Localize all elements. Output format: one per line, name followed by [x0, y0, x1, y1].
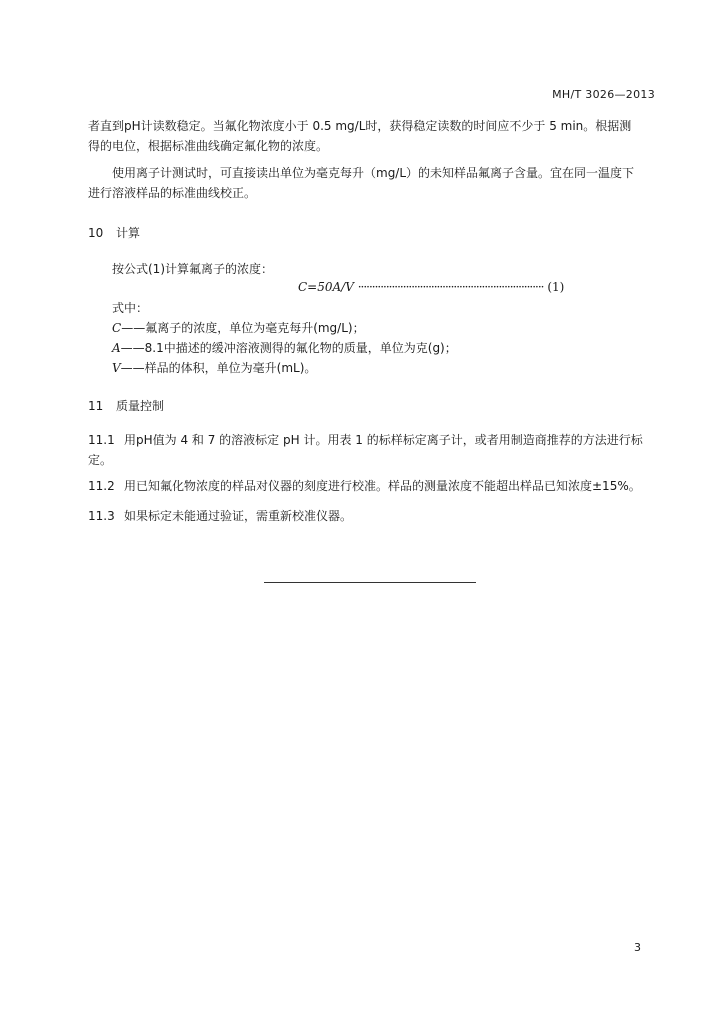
section-number: 10 [88, 226, 104, 240]
paragraph-2-line-1: 使用离子计测试时，可直接读出单位为毫克每升（mg/L）的未知样品氟离子含量。宜在同一温度下 [112, 166, 635, 180]
formula-intro: 按公式(1)计算氟离子的浓度： [112, 262, 273, 276]
paragraph-2-line-2: 进行溶液样品的标准曲线校正。 [88, 186, 257, 200]
paragraph-1 [88, 116, 631, 156]
section-11-heading [88, 397, 164, 414]
paragraph-1-line-1: 者直到pH计读数稳定。当氟化物浓度小于 0.5 mg/L时，获得稳定读数的时间应不少于 5 min。根据测 [88, 119, 632, 133]
end-rule [264, 582, 476, 583]
variable-a: A——8.1中描述的缓冲溶液测得的氟化物的质量，单位为克(g)； [112, 341, 457, 355]
variable-v: V——样品的体积，单位为毫升(mL)。 [112, 361, 317, 375]
formula-leader-dots: ·································································· [357, 280, 544, 294]
clause-number: 11.2 [88, 479, 115, 493]
clause-11-1: 11.1 用pH值为 4 和 7 的溶液标定 pH 计。用表 1 的标样标定离子计，或者用制造商推荐的方法进行标 定。 [88, 430, 643, 470]
standard-code-header: MH/T 3026—2013 [552, 88, 655, 101]
paragraph-2 [88, 163, 634, 203]
section-title: 质量控制 [116, 399, 165, 413]
page-number: 3 [634, 941, 641, 954]
variable-list [112, 318, 457, 378]
clause-number: 11.1 [88, 433, 115, 447]
formula-line [298, 280, 564, 294]
clause-11-2: 11.2 用已知氟化物浓度的样品对仪器的刻度进行校准。样品的测量浓度不能超出样品已知浓度±15%。 [88, 476, 641, 496]
clause-11-3: 11.3 如果标定未能通过验证，需重新校准仪器。 [88, 506, 352, 526]
formula-expression: C=50A/V [298, 280, 354, 294]
where-label: 式中： [112, 301, 149, 315]
variable-c: C——氟离子的浓度，单位为毫克每升(mg/L)； [112, 321, 365, 335]
clause-number: 11.3 [88, 509, 115, 523]
section-title: 计算 [116, 226, 141, 240]
section-10-heading [88, 224, 140, 241]
paragraph-1-line-2: 得的电位，根据标准曲线确定氟化物的浓度。 [88, 139, 329, 153]
formula-number: (1) [547, 280, 565, 294]
section-number: 11 [88, 399, 104, 413]
